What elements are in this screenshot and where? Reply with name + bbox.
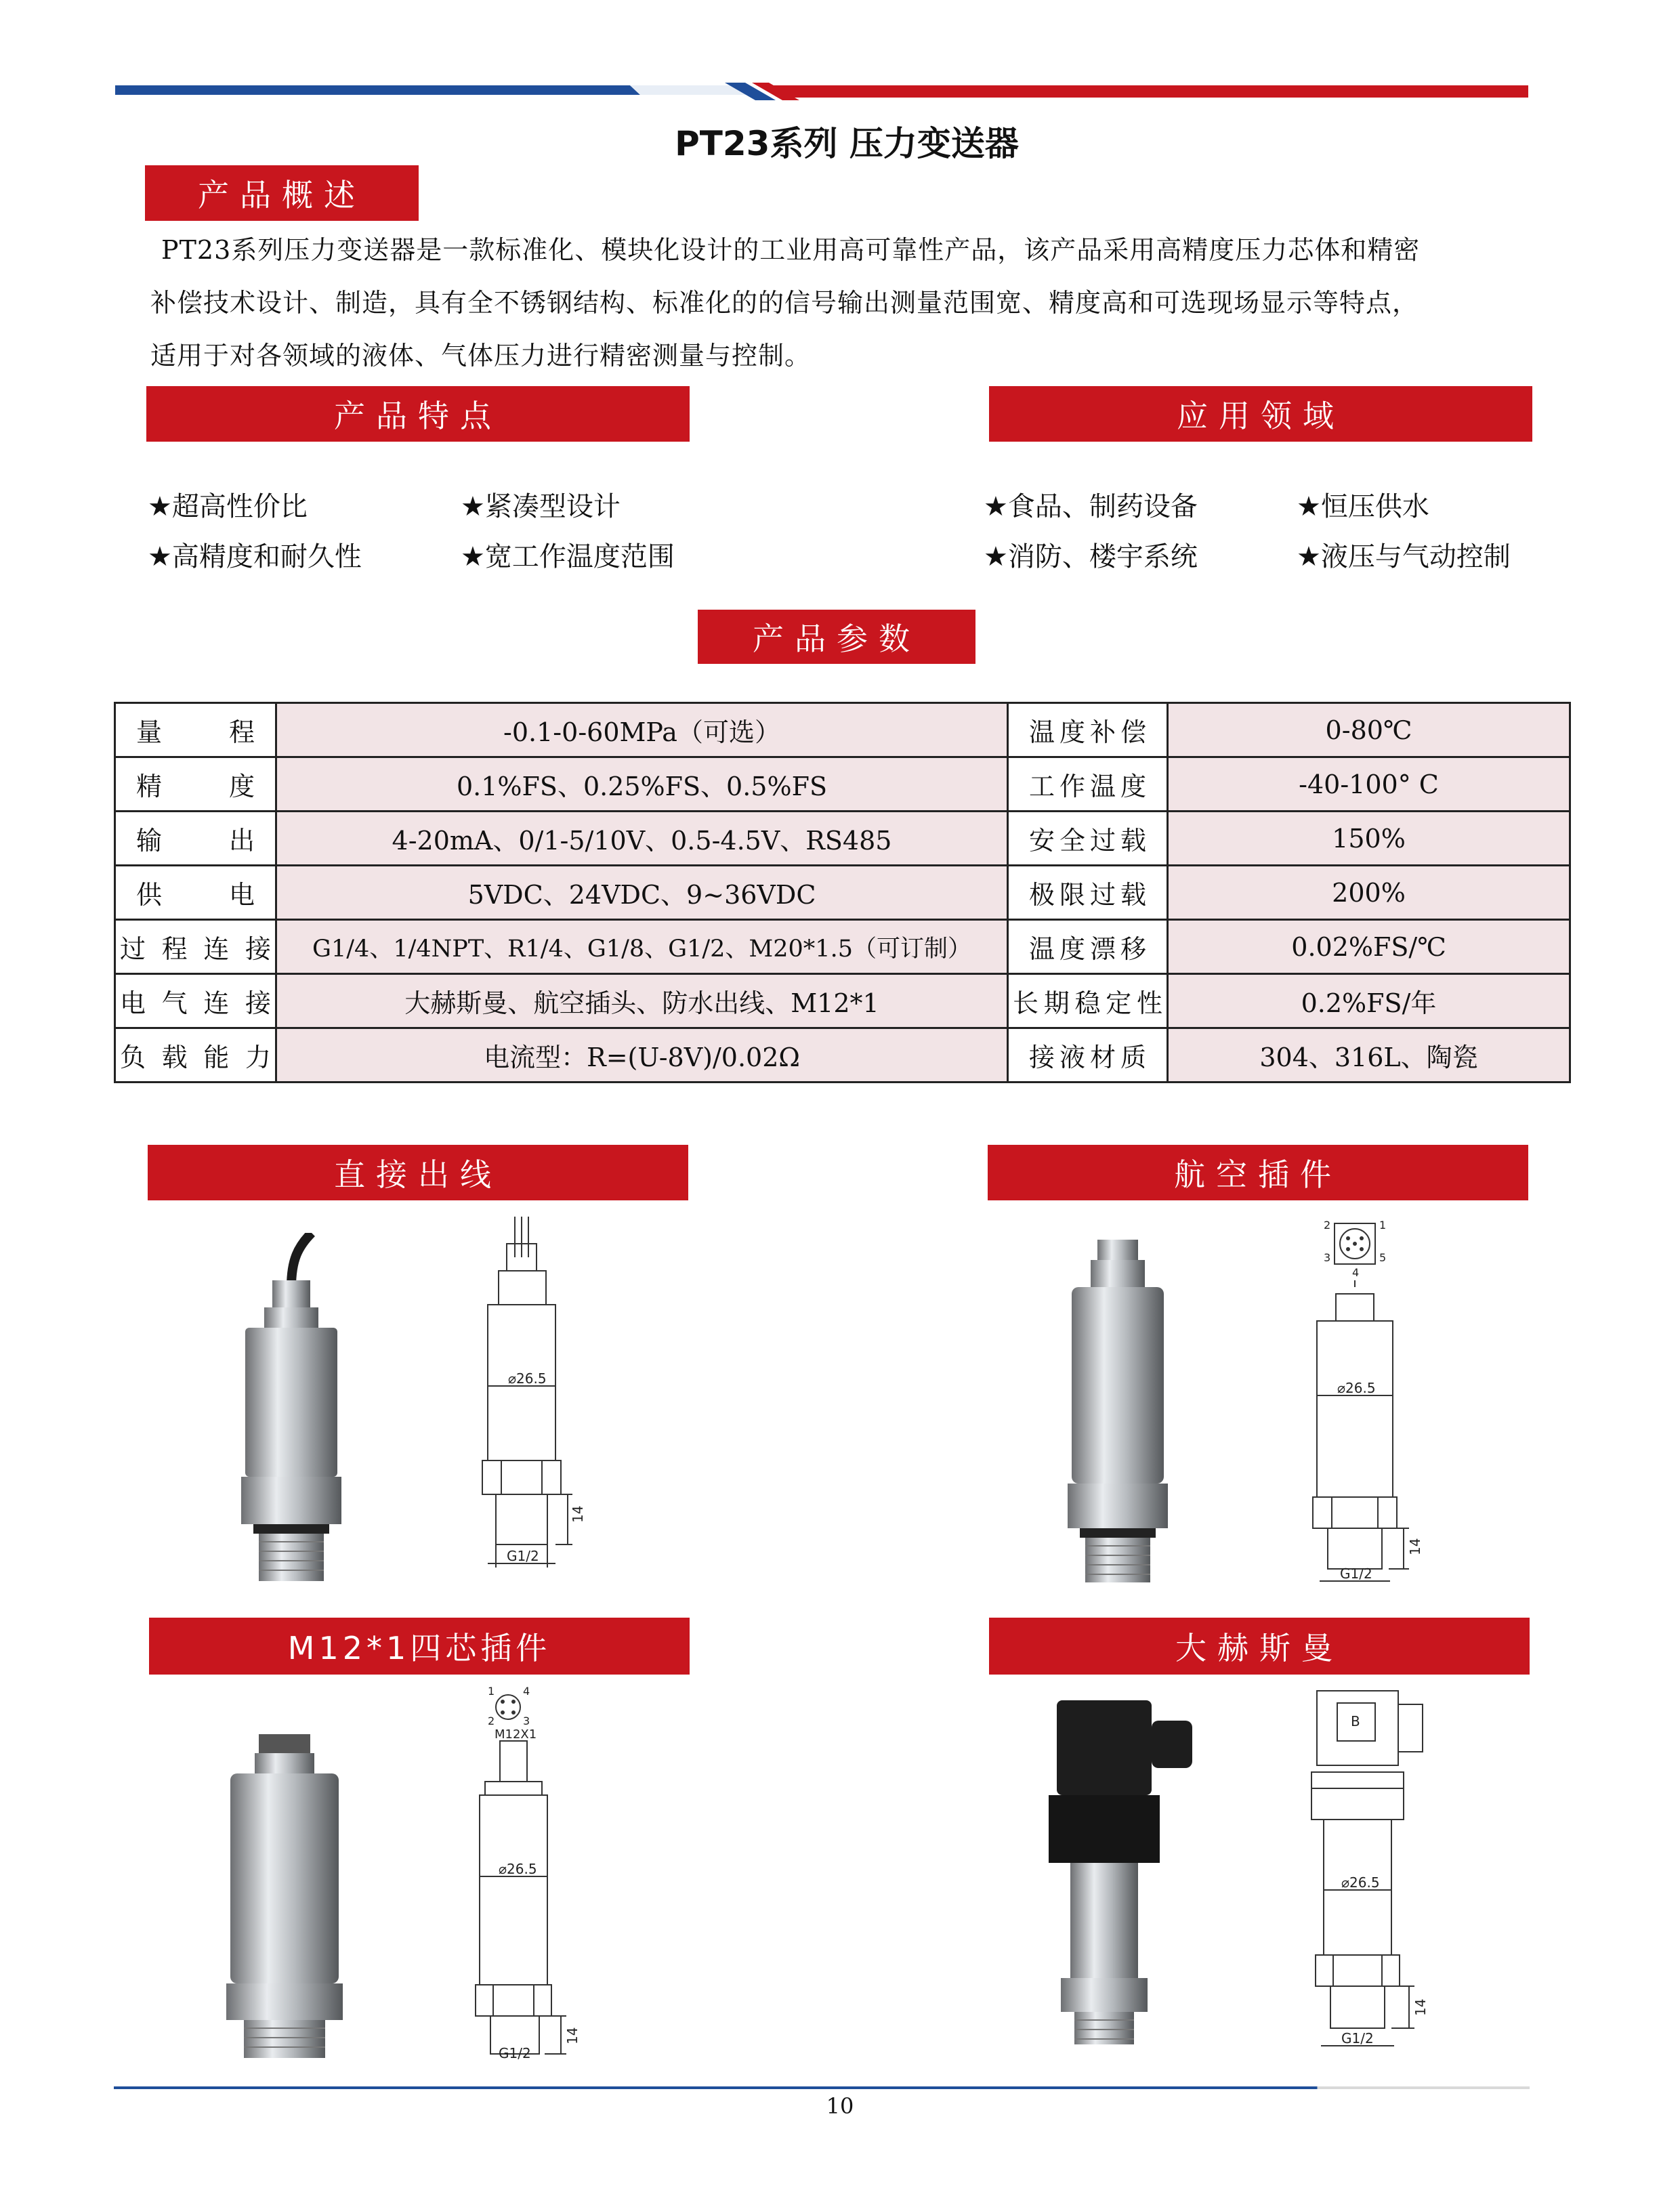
spec-label: 电气连接 — [115, 974, 276, 1028]
section-applications-header: 应用领域 — [989, 386, 1532, 442]
product-drawing-din — [1301, 1687, 1463, 2059]
application-item: ★恒压供水 — [1297, 491, 1429, 522]
spec-value: 0.1%FS、0.25%FS、0.5%FS — [276, 757, 1008, 812]
product-header-din: 大赫斯曼 — [989, 1618, 1530, 1675]
page-number: 10 — [826, 2093, 854, 2119]
pin-label: 1 — [1379, 1219, 1387, 1232]
spec-value: -40-100° C — [1168, 757, 1570, 812]
spec-label: 精 度 — [115, 757, 276, 812]
spec-label: 安全过载 — [1008, 812, 1168, 866]
application-item: ★消防、楼宇系统 — [984, 541, 1198, 572]
spec-label: 量 程 — [115, 703, 276, 757]
pin-label: 2 — [1324, 1219, 1331, 1232]
spec-label: 接液材质 — [1008, 1028, 1168, 1083]
table-row — [115, 1028, 1570, 1083]
spec-value: 0-80℃ — [1168, 703, 1570, 757]
drawing-diameter: ⌀26.5 — [499, 1861, 537, 1877]
overview-line: 补偿技术设计、制造，具有全不锈钢结构、标准化的的信号输出测量范围宽、精度高和可选现场显示等特点， — [150, 288, 1419, 318]
footer-line — [114, 2086, 1530, 2089]
application-item: ★食品、制药设备 — [984, 491, 1198, 522]
feature-item: ★紧凑型设计 — [461, 491, 621, 522]
table-row — [115, 974, 1570, 1028]
spec-value: 5VDC、24VDC、9~36VDC — [276, 866, 1008, 920]
table-row — [115, 812, 1570, 866]
table-row — [115, 757, 1570, 812]
pin-label: 2 — [488, 1715, 495, 1727]
spec-value: 电流型：R=(U-8V)/0.02Ω — [276, 1028, 1008, 1083]
drawing-diameter: ⌀26.5 — [1341, 1874, 1380, 1891]
header-stripe-graphic — [115, 83, 1528, 100]
spec-value: 0.2%FS/年 — [1168, 974, 1570, 1028]
overview-text — [150, 224, 1532, 382]
application-item: ★液压与气动控制 — [1297, 541, 1511, 572]
spec-value: 0.02%FS/℃ — [1168, 920, 1570, 974]
spec-label: 输 出 — [115, 812, 276, 866]
pin-label: 5 — [1379, 1251, 1387, 1264]
spec-value: 大赫斯曼、航空插头、防水出线、M12*1 — [276, 974, 1008, 1028]
table-row — [115, 920, 1570, 974]
page-title: PT23系列 压力变送器 — [675, 124, 1019, 163]
drawing-thread: G1/2 — [1341, 2030, 1374, 2046]
spec-value: 4-20mA、0/1-5/10V、0.5-4.5V、RS485 — [276, 812, 1008, 866]
section-overview-header: 产品概述 — [145, 165, 419, 221]
spec-label: 过程连接 — [115, 920, 276, 974]
spec-label: 负载能力 — [115, 1028, 276, 1083]
product-header-aviation: 航空插件 — [988, 1145, 1528, 1200]
drawing-thread: G1/2 — [1340, 1565, 1372, 1582]
drawing-diameter: ⌀26.5 — [1337, 1380, 1376, 1396]
din-letter: B — [1351, 1713, 1360, 1729]
table-row — [115, 866, 1570, 920]
product-header-cable: 直接出线 — [148, 1145, 688, 1200]
spec-label: 极限过载 — [1008, 866, 1168, 920]
spec-label: 工作温度 — [1008, 757, 1168, 812]
product-drawing-m12 — [461, 1687, 610, 2059]
spec-label: 长期稳定性 — [1008, 974, 1168, 1028]
spec-value: 200% — [1168, 866, 1570, 920]
header-stripe — [115, 83, 1528, 100]
product-drawing-aviation — [1301, 1219, 1450, 1585]
feature-item: ★高精度和耐久性 — [148, 541, 362, 572]
overview-line: PT23系列压力变送器是一款标准化、模块化设计的工业用高可靠性产品，该产品采用高精度压力芯体和精密 — [161, 235, 1421, 265]
spec-value: 150% — [1168, 812, 1570, 866]
spec-label: 供 电 — [115, 866, 276, 920]
product-header-m12: M12*1四芯插件 — [149, 1618, 690, 1675]
pin-label: 4 — [1352, 1266, 1360, 1279]
spec-table — [114, 702, 1571, 1083]
product-photo-cable — [224, 1233, 359, 1585]
drawing-diameter: ⌀26.5 — [508, 1370, 547, 1387]
drawing-length: 14 — [570, 1505, 586, 1523]
overview-line: 适用于对各领域的液体、气体压力进行精密测量与控制。 — [150, 341, 812, 371]
feature-item: ★超高性价比 — [148, 491, 308, 522]
section-params-header: 产品参数 — [698, 610, 975, 664]
drawing-thread: G1/2 — [499, 2045, 531, 2059]
spec-value: 304、316L、陶瓷 — [1168, 1028, 1570, 1083]
feature-item: ★宽工作温度范围 — [461, 541, 675, 572]
spec-value: -0.1-0-60MPa（可选） — [276, 703, 1008, 757]
connector-label: M12X1 — [495, 1727, 537, 1742]
pin-label: 3 — [1324, 1251, 1331, 1264]
pin-label: 4 — [523, 1687, 530, 1698]
product-photo-aviation — [1050, 1233, 1185, 1585]
drawing-length: 14 — [1412, 1998, 1429, 2016]
pin-label: 3 — [523, 1715, 530, 1727]
drawing-length: 14 — [1407, 1538, 1423, 1555]
drawing-length: 14 — [564, 2027, 581, 2044]
spec-label: 温度漂移 — [1008, 920, 1168, 974]
product-photo-din — [1036, 1694, 1226, 2046]
spec-value: G1/4、1/4NPT、R1/4、G1/8、G1/2、M20*1.5（可订制） — [276, 920, 1008, 974]
table-row — [115, 703, 1570, 757]
product-drawing-cable — [461, 1217, 610, 1582]
product-photo-m12 — [217, 1721, 352, 2059]
pin-label: 1 — [488, 1687, 495, 1698]
spec-label: 温度补偿 — [1008, 703, 1168, 757]
section-features-header: 产品特点 — [146, 386, 690, 442]
drawing-thread: G1/2 — [507, 1548, 539, 1564]
